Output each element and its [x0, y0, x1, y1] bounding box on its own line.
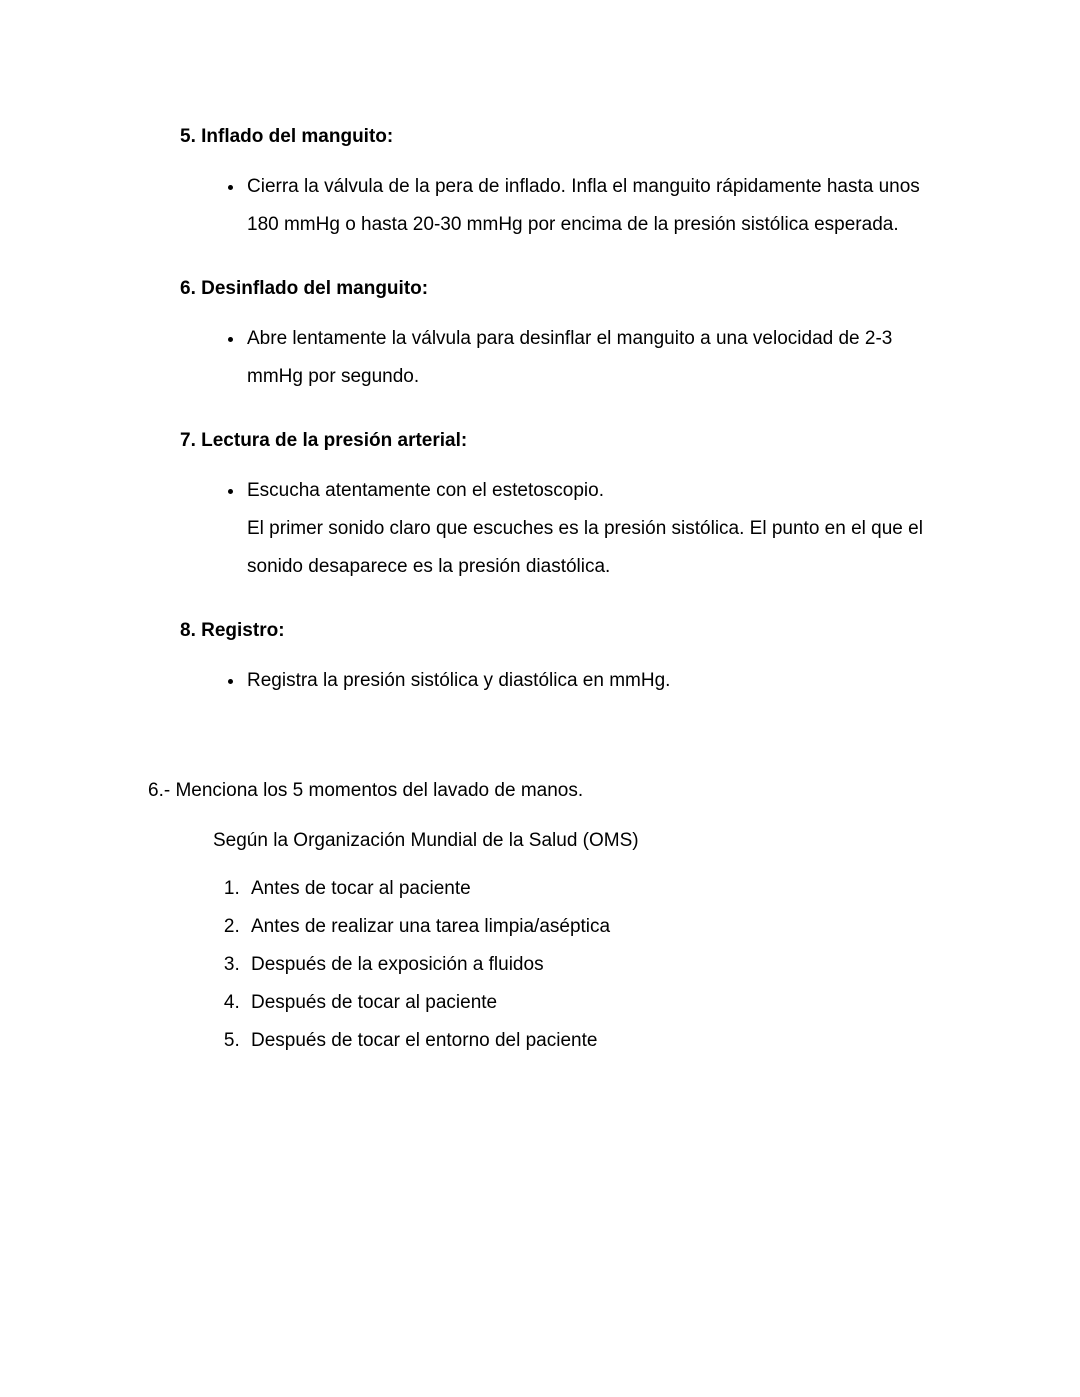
list-item: [245, 946, 951, 984]
bullet-item: [245, 320, 947, 396]
bullet-text: • Abre lentamente la válvula para desinflar el manguito a una velocidad de 2-3 mmHg por segundo.: [247, 328, 893, 387]
section-heading: 5. Inflado del manguito:: [180, 126, 394, 147]
bullet-text: • Registra la presión sistólica y diastólica en mmHg.: [247, 670, 671, 691]
question-line: 6.- Menciona los 5 momentos del lavado de manos.: [148, 780, 584, 801]
section-lectura: [0, 422, 1080, 586]
bullet-list: [0, 320, 1080, 396]
section-registro: [0, 612, 1080, 700]
bullet-list: [0, 662, 1080, 700]
list-item-text: Antes de tocar al paciente: [251, 878, 471, 899]
list-item-text: Después de tocar el entorno del paciente: [251, 1030, 598, 1051]
bullet-text: • Cierra la válvula de la pera de inflado. Infla el manguito rápidamente hasta unos 180 mmHg o hasta 20-30 mmHg por encima de la presión sistólica esperada.: [247, 176, 920, 235]
bullet-item: [245, 168, 947, 244]
oms-subheading: Según la Organización Mundial de la Salud (OMS): [213, 830, 639, 851]
list-item-text: Después de tocar al paciente: [251, 992, 498, 1013]
bullet-text: • Escucha atentamente con el estetoscopio.: [247, 480, 605, 501]
list-item: [245, 908, 951, 946]
hand-washing-list: [0, 870, 1080, 1060]
list-item-text: Después de la exposición a fluidos: [251, 954, 544, 975]
section-heading: 7. Lectura de la presión arterial:: [180, 430, 468, 451]
bullet-item: [245, 662, 947, 700]
list-item-text: Antes de realizar una tarea limpia/aséptica: [251, 916, 611, 937]
bullet-item: [245, 472, 947, 586]
list-item: [245, 984, 951, 1022]
bullet-text: El primer sonido claro que escuches es la presión sistólica. El punto en el que el sonido desaparece es la presión diastólica.: [247, 518, 923, 577]
section-heading: 8. Registro:: [180, 620, 285, 641]
section-heading: 6. Desinflado del manguito:: [180, 278, 429, 299]
bullet-list: [0, 472, 1080, 586]
list-item: [245, 870, 951, 908]
section-desinflado: [0, 270, 1080, 396]
bullet-list: [0, 168, 1080, 244]
list-item: [245, 1022, 951, 1060]
section-inflado: [0, 118, 1080, 244]
